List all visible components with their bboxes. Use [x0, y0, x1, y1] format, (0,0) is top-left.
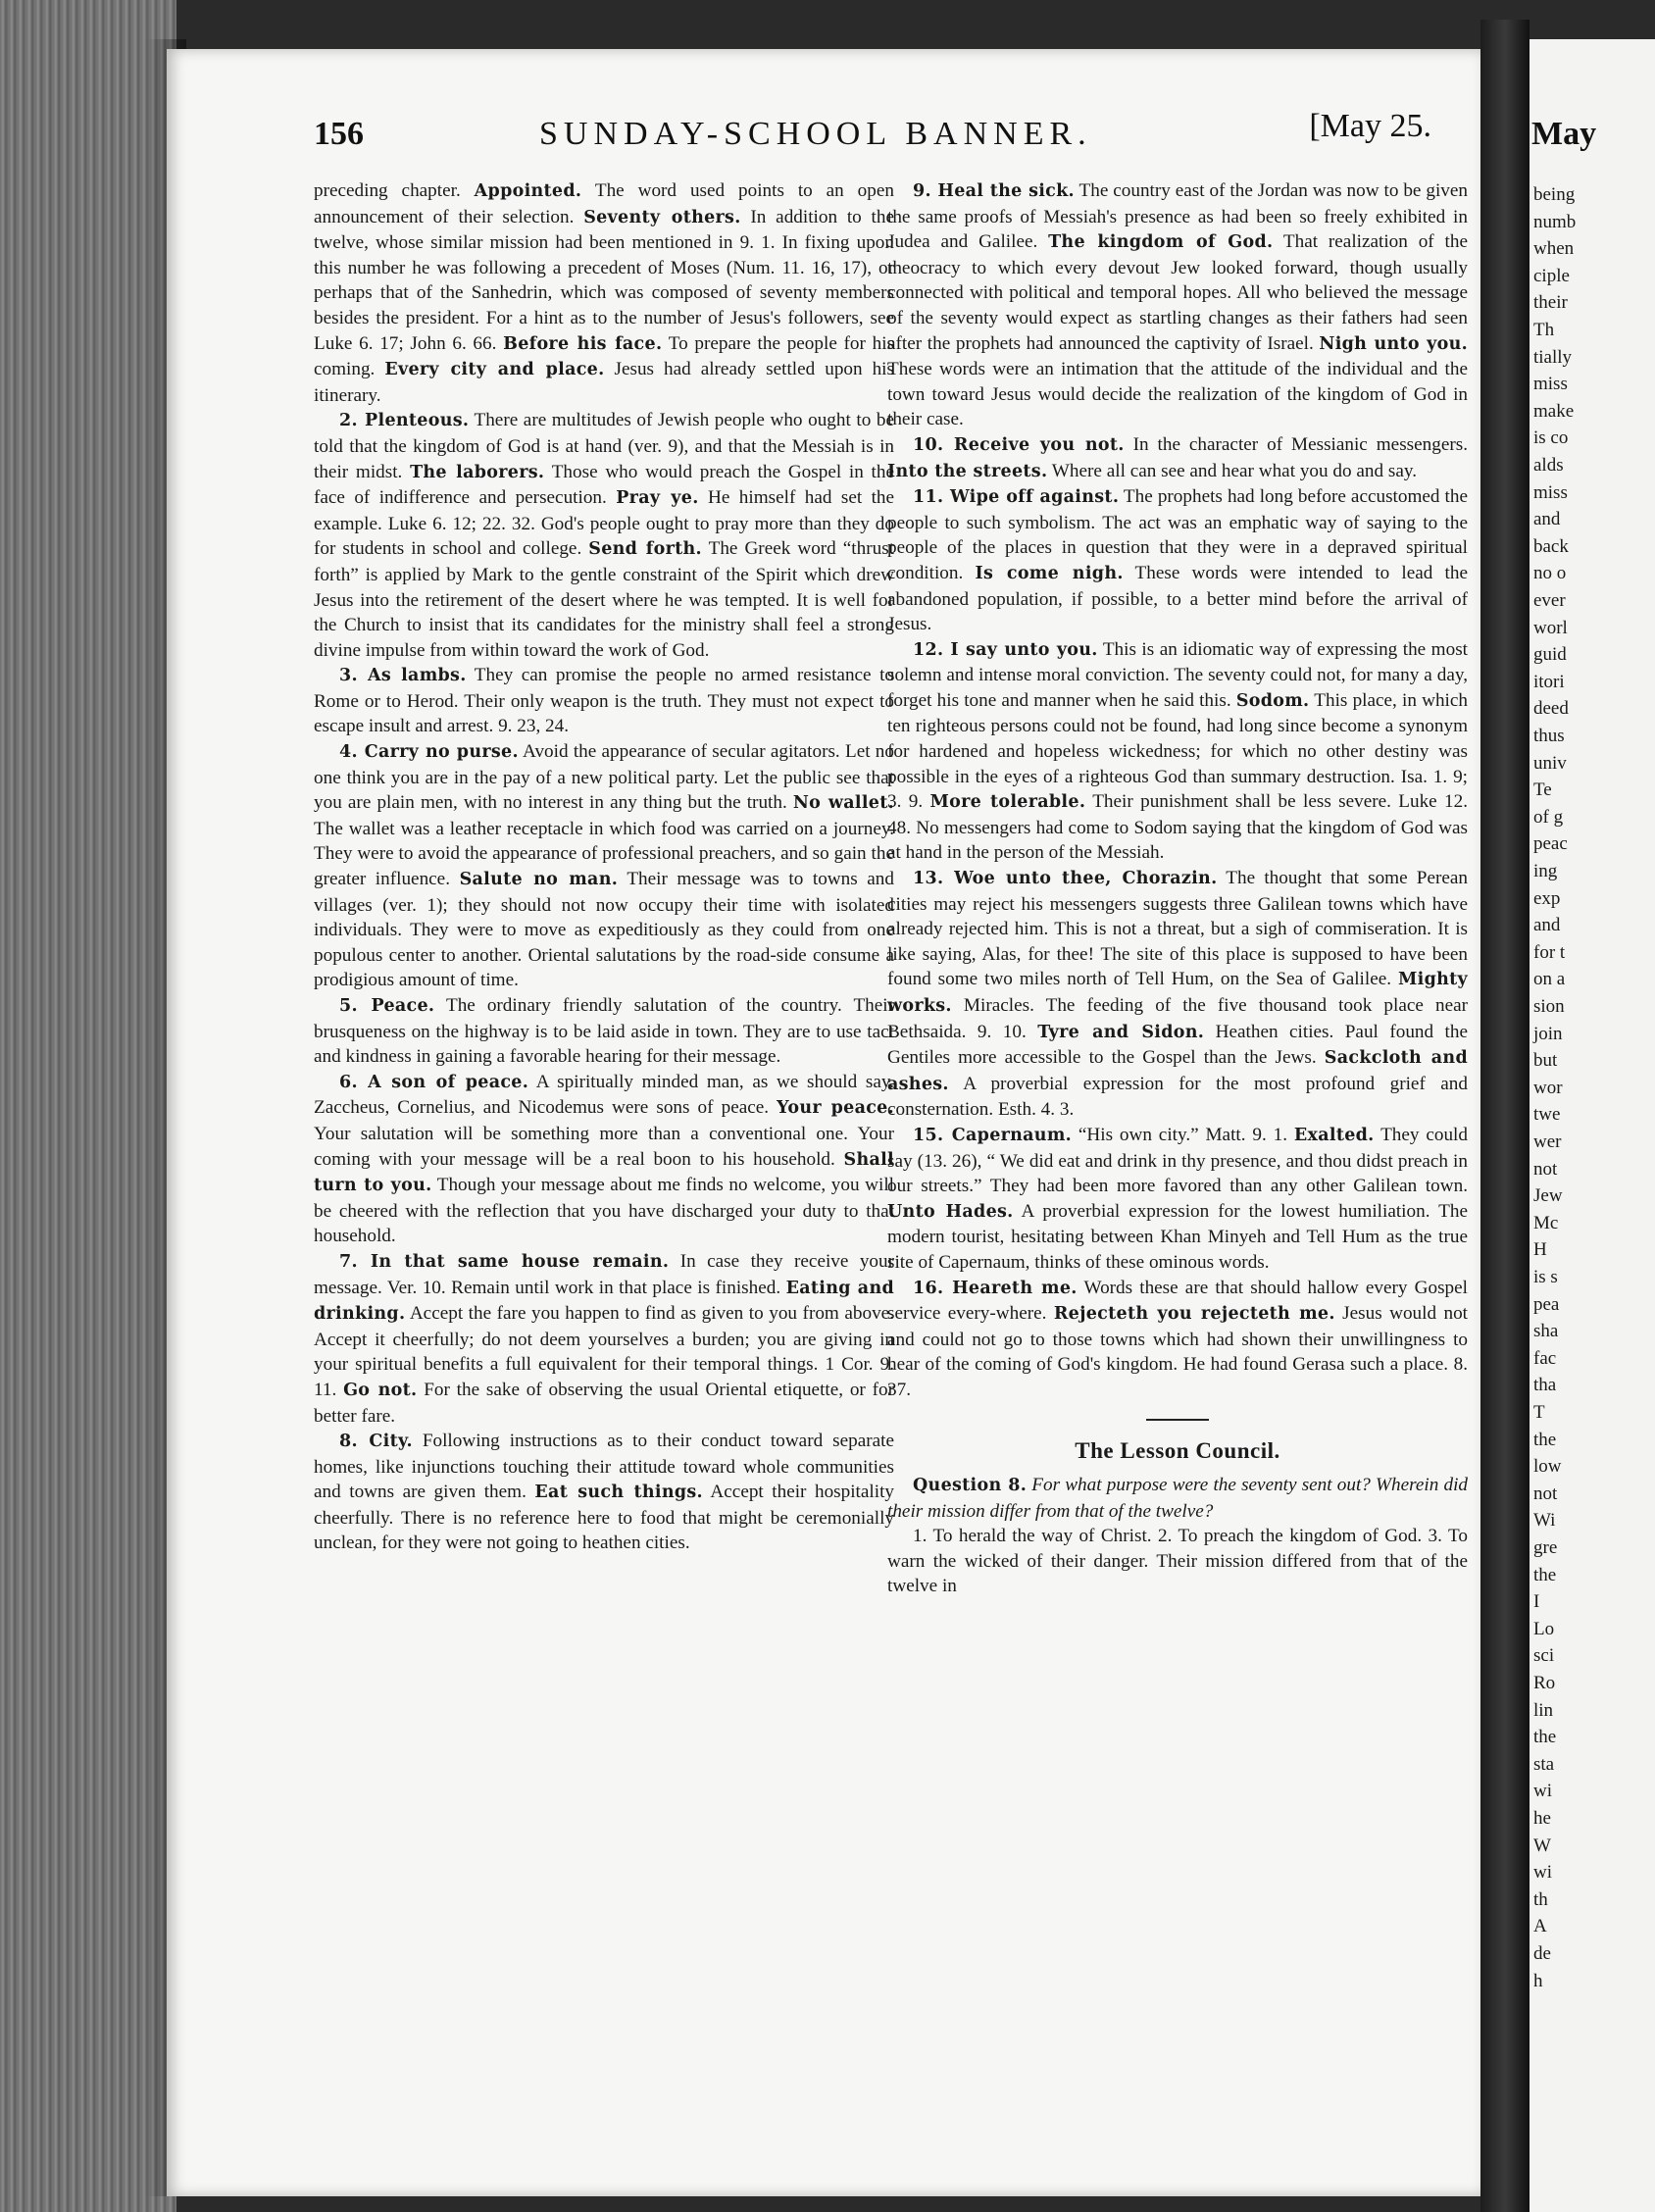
right-page-line-fragment: H [1533, 1239, 1547, 1261]
keyword: 4. Carry no purse. [339, 742, 519, 763]
right-page-line-fragment: not [1533, 1158, 1558, 1180]
right-page-line-fragment: make [1533, 400, 1575, 422]
right-page-line-fragment: fac [1533, 1347, 1557, 1369]
keyword: Rejecteth you rejecteth me. [1053, 1304, 1335, 1325]
keyword: Is come nigh. [975, 563, 1124, 583]
right-page-line-fragment: gre [1533, 1537, 1558, 1558]
page-number: 156 [314, 116, 364, 152]
left-text-column [314, 178, 894, 1556]
right-page-line-fragment: and [1533, 915, 1561, 936]
right-page-line-fragment: worl [1533, 617, 1568, 638]
right-page-line-fragment: sta [1533, 1753, 1555, 1775]
right-page-line-fragment: and [1533, 509, 1561, 530]
question-label: Question 8. [913, 1476, 1028, 1496]
keyword: 3. As lambs. [339, 666, 467, 686]
question-text: For what purpose were the seventy sent out? Wherein did their mission differ from that of the twelve? [887, 1475, 1469, 1522]
paragraph: 4. Carry no purse. Avoid the appearance of secular agitators. Let no one think you are in the pay of a new political party. Let the public see that you are plain men, with no interest in any thing but the truth. No wallet. The wallet was a leather receptacle in which food was carried on a journey. They were to avoid the appearance of professional preachers, and so gain the greater influence. Salute no man. Their message was to towns and villages (ver. 1); they should not now occupy their time with isolated individuals. They were to move as expeditiously as they could from one populous center to another. Oriental salutations by the road-side consume a prodigious amount of time. [314, 741, 894, 991]
issue-date: [May 25. [1309, 108, 1431, 144]
right-page-line-fragment: ciple [1533, 265, 1570, 286]
right-page-line-fragment: he [1533, 1808, 1551, 1829]
right-page-line-fragment: deed [1533, 698, 1569, 720]
right-page-line-fragment: on a [1533, 969, 1566, 990]
keyword: Mighty works. [887, 970, 1468, 1016]
paragraph: 8. City. Following instructions as to their conduct toward separate homes, like injunctions touching their attitude toward whole communities and towns are given them. Eat such things. Accept their hospitality cheerfully. There is no reference here to food that might be ceremonially unclean, for they were not going to heathen cities. [314, 1431, 894, 1554]
right-page-line-fragment: is co [1533, 427, 1569, 449]
keyword: 16. Heareth me. [913, 1278, 1078, 1298]
right-page-line-fragment: when [1533, 238, 1575, 260]
right-page-line-fragment: Mc [1533, 1212, 1559, 1233]
right-page-line-fragment: peac [1533, 833, 1568, 855]
paragraph: 15. Capernaum. “His own city.” Matt. 9. 1. Exalted. They could say (13. 26), “ We did eat and drink in thy presence, and thou didst preach in our streets.” They had been more favored than any other Galilean town. Unto Hades. A proverbial expression for the lowest humiliation. The modern tourist, hesitating between Khan Minyeh and Tell Hum as the true site of Capernaum, thinks of these ominous words. [887, 1124, 1468, 1273]
right-page-line-fragment: miss [1533, 481, 1568, 503]
keyword: 10. Receive you not. [913, 434, 1125, 455]
book-gutter [1480, 20, 1530, 2212]
keyword: 6. A son of peace. [339, 1072, 529, 1092]
right-page-line-fragment: the [1533, 1564, 1557, 1585]
right-page-line-fragment: sion [1533, 996, 1565, 1017]
keyword: No wallet. [792, 793, 894, 814]
right-page-line-fragment: low [1533, 1456, 1562, 1478]
right-page-line-fragment: tially [1533, 346, 1573, 368]
lesson-council-title: The Lesson Council. [1075, 1437, 1280, 1463]
right-page-line-fragment: thus [1533, 726, 1565, 746]
right-page-line-fragment: ever [1533, 590, 1566, 611]
keyword: 13. Woe unto thee, Chorazin. [913, 869, 1218, 889]
keyword: More tolerable. [929, 792, 1086, 813]
keyword: Your peace. [777, 1098, 894, 1119]
paragraph: 2. Plenteous. There are multitudes of Jewish people who ought to be told that the kingdom of God is at hand (ver. 9), and that the Messiah is in their midst. The laborers. Those who would preach the Gospel in the face of indifference and persecution. Pray ye. He himself had set the example. Luke 6. 12; 22. 32. God's people ought to pray more than they do for students in school and college. Send forth. The Greek word “thrust forth” is applied by Mark to the gentle constraint of the Spirit which drew Jesus into the retirement of the desert where he was tempted. It is well for the Church to insist that its candidates for the ministry shall feel a strong divine impulse from within toward the work of God. [314, 410, 895, 661]
keyword: 7. In that same house remain. [339, 1251, 670, 1272]
right-page-line-fragment: wi [1533, 1862, 1552, 1884]
keyword: 12. I say unto you. [913, 639, 1098, 660]
right-page-line-fragment: being [1533, 184, 1576, 205]
right-page-line-fragment: no o [1533, 563, 1567, 584]
right-page-line-fragment: but [1533, 1050, 1558, 1072]
right-page-line-fragment: their [1533, 292, 1568, 314]
keyword: Appointed. [474, 181, 582, 201]
paragraph: 3. As lambs. They can promise the people no armed resistance to Rome or to Herod. Their only weapon is the truth. They must not expect to escape insult and arrest. 9. 23, 24. [314, 665, 895, 737]
right-page-line-fragment: de [1533, 1943, 1551, 1964]
section-divider [1146, 1419, 1209, 1421]
right-page-line-fragment: for t [1533, 941, 1566, 963]
paragraph: 5. Peace. The ordinary friendly salutation of the country. Their brusqueness on the highway is to be laid aside in town. They are to use tact and kindness in gaining a favorable hearing for their message. [314, 995, 895, 1068]
right-page-line-fragment: numb [1533, 211, 1577, 232]
right-page-header-fragment: May [1531, 116, 1597, 152]
right-page-line-fragment: of g [1533, 806, 1564, 828]
right-page-line-fragment: univ [1533, 752, 1567, 774]
right-page-line-fragment: Lo [1533, 1618, 1555, 1639]
right-page-line-fragment: Wi [1533, 1510, 1556, 1532]
right-page-line-fragment: W [1533, 1835, 1551, 1856]
council-question [887, 1473, 1468, 1524]
right-page-line-fragment: wor [1533, 1077, 1563, 1098]
running-title: SUNDAY-SCHOOL BANNER. [539, 116, 1092, 152]
keyword: Sackcloth and ashes. [887, 1048, 1468, 1094]
keyword: Shall turn to you. [314, 1149, 894, 1196]
paragraph: 16. Heareth me. Words these are that should hallow every Gospel service every-where. Rejecteth you rejecteth me. Jesus would not and could not go to those towns which had shown their unwillingness to hear of the coming of God's kingdom. He had found Gerasa such a place. 8. 37. [887, 1277, 1468, 1400]
right-page-line-fragment: join [1533, 1023, 1563, 1044]
right-page-line-fragment: exp [1533, 887, 1561, 909]
keyword: Unto Hades. [887, 1201, 1014, 1222]
keyword: Send forth. [588, 539, 702, 560]
keyword: Pray ye. [616, 488, 699, 509]
right-page-line-fragment: tha [1533, 1375, 1557, 1396]
right-page-line-fragment: A [1533, 1916, 1547, 1937]
right-page-line-fragment: Th [1533, 320, 1555, 340]
keyword: 9. Heal the sick. [913, 181, 1075, 201]
page-header [314, 108, 1431, 169]
right-page-line-fragment: miss [1533, 374, 1568, 395]
paragraph: 6. A son of peace. A spiritually minded man, as we should say. Zaccheus, Cornelius, and Nicodemus were sons of peace. Your peace. Your salutation will be something more than a conventional one. Your coming with your message will be a real boon to his household. Shall turn to you. Though your message about me finds no welcome, you will be cheered with the reflection that you have discharged your duty to that household. [314, 1071, 894, 1247]
keyword: Before his face. [503, 333, 663, 354]
right-page-line-fragment: is s [1533, 1267, 1558, 1287]
keyword: 5. Peace. [339, 996, 435, 1016]
right-page-fragment [1530, 39, 1655, 2212]
right-page-line-fragment: twe [1533, 1104, 1561, 1126]
right-page-line-fragment: h [1533, 1970, 1543, 1991]
keyword: Every city and place. [384, 360, 605, 380]
keyword: Salute no man. [459, 870, 619, 890]
keyword: Eating and drinking. [314, 1278, 895, 1325]
right-page-line-fragment: sci [1533, 1645, 1555, 1667]
paragraph: 12. I say unto you. This is an idiomatic way of expressing the most solemn and intense moral conviction. The seventy could not, for many a day, forget his tone and manner when he said this. Sodom. This place, in which ten righteous persons could not be found, had long since become a synonym for hardened and hopeless wickedness; for which no other destiny was possible in the eyes of a righteous God than summary destruction. Isa. 1. 9; 3. 9. More tolerable. Their punishment shall be less severe. Luke 12. 48. No messengers had come to Sodom saying that the kingdom of God was at hand in the person of the Messiah. [887, 638, 1469, 864]
right-page-line-fragment: ing [1533, 861, 1558, 881]
keyword: The kingdom of God. [1048, 232, 1274, 253]
commentary-paragraphs [887, 178, 1468, 1403]
keyword: Nigh unto you. [1319, 333, 1468, 354]
right-page-line-fragment: the [1533, 1429, 1557, 1450]
right-page-line-fragment: guid [1533, 644, 1567, 666]
right-page-line-fragment: th [1533, 1888, 1548, 1910]
right-page-line-fragment: not [1533, 1483, 1558, 1504]
right-page-line-fragment: Ro [1533, 1673, 1556, 1693]
keyword: Eat such things. [534, 1483, 703, 1503]
right-page-line-fragment: back [1533, 535, 1569, 557]
right-page-line-fragment: lin [1533, 1699, 1554, 1721]
right-page-line-fragment: T [1533, 1402, 1545, 1423]
right-page-line-fragment: sha [1533, 1321, 1559, 1342]
right-page-line-fragment: pea [1533, 1293, 1560, 1315]
keyword: The laborers. [410, 462, 545, 482]
right-page-line-fragment: the [1533, 1727, 1557, 1748]
keyword: 8. City. [339, 1432, 413, 1452]
keyword: Seventy others. [583, 207, 741, 227]
keyword: 11. Wipe off against. [913, 487, 1120, 508]
right-page-line-fragment: Te [1533, 779, 1552, 801]
keyword: Exalted. [1293, 1125, 1375, 1145]
paragraph: preceding chapter. Appointed. The word used points to an open announcement of their selection. Seventy others. In addition to the twelve, whose similar mission had been mentioned in 9. 1. In fixing upon this number he was following a precedent of Moses (Num. 11. 16, 17), or perhaps that of the Sanhedrin, which was composed of seventy members besides the president. For a hint as to the number of Jesus's followers, see Luke 6. 17; John 6. 66. Before his face. To prepare the people for his coming. Every city and place. Jesus had already settled upon his itinerary. [314, 180, 895, 406]
paragraph: 11. Wipe off against. The prophets had long before accustomed the people to such symbolism. The act was an emphatic way of saying to the people of the places in question that they were in a depraved spiritual condition. Is come nigh. These words were intended to lead the abandoned population, if possible, to a better mind before the arrival of Jesus. [887, 486, 1469, 635]
paragraph: 7. In that same house remain. In case they receive your message. Ver. 10. Remain until work in that place is finished. Eating and drinking. Accept the fare you happen to find as given to you from above. Accept it cheerfully; do not deem yourselves a burden; you are giving in your spiritual benefits a full equivalent for their temporal things. 1 Cor. 9. 11. Go not. For the sake of observing the usual Oriental etiquette, or for better fare. [314, 1250, 895, 1427]
keyword: 15. Capernaum. [913, 1125, 1073, 1145]
right-page-line-fragment: alds [1533, 455, 1564, 476]
right-page-line-fragment: wer [1533, 1131, 1562, 1152]
keyword: Go not. [343, 1380, 418, 1400]
paragraph: 10. Receive you not. In the character of Messianic messengers. Into the streets. Where all can see and hear what you do and say. [887, 433, 1469, 481]
right-page-line-fragment: wi [1533, 1781, 1552, 1802]
right-page-line-fragment: Jew [1533, 1185, 1563, 1207]
keyword: Sodom. [1235, 690, 1310, 711]
council-answer: 1. To herald the way of Christ. 2. To preach the kingdom of God. 3. To warn the wicked of their danger. Their mission differed from that of the twelve in [887, 1526, 1468, 1597]
keyword: 2. Plenteous. [339, 411, 470, 431]
right-page-line-fragment: I [1533, 1591, 1540, 1613]
paragraph: 13. Woe unto thee, Chorazin. The thought that some Perean cities may reject his messengers suggests three Galilean towns which have already rejected him. This is not a threat, but a sigh of commiseration. It is like saying, Alas, for thee! The site of this place is supposed to have been found some two miles north of Tell Hum, on the Sea of Galilee. Mighty works. Miracles. The feeding of the five thousand took place near Bethsaida. 9. 10. Tyre and Sidon. Heathen cities. Paul found the Gentiles more accessible to the Gospel than the Jews. Sackcloth and ashes. A proverbial expression for the most profound grief and consternation. Esth. 4. 3. [887, 868, 1468, 1121]
right-page-line-fragment: itori [1533, 671, 1565, 692]
keyword: Into the streets. [887, 461, 1048, 481]
paragraph: 9. Heal the sick. The country east of the Jordan was now to be given the same proofs of Messiah's presence as had been so freely exhibited in Judea and Galilee. The kingdom of God. That realization of the theocracy to which every devout Jew looked forward, though usually connected with political and temporal hopes. All who believed the message of the seventy would expect as startling changes as their fathers had seen after the prophets had announced the captivity of Israel. Nigh unto you. These words were an intimation that the attitude of the individual and the town toward Jesus would decide the realization of the kingdom of God in their case. [887, 180, 1468, 430]
keyword: Tyre and Sidon. [1037, 1022, 1205, 1042]
right-text-column [887, 178, 1468, 1599]
